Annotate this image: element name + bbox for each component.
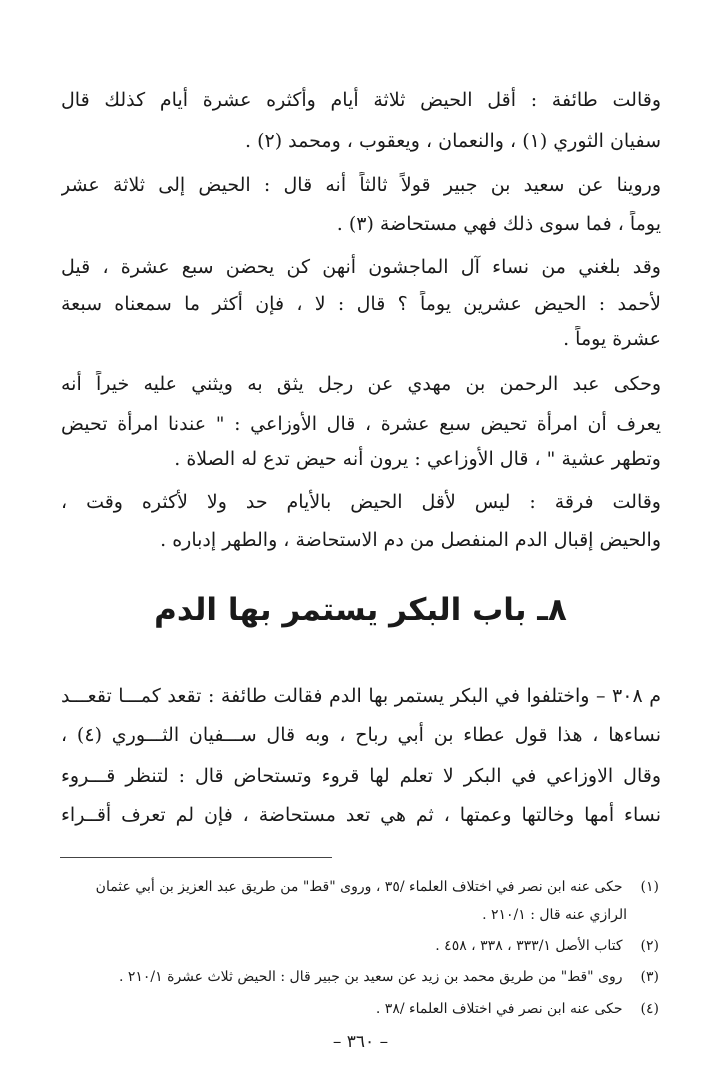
p2-line1: وروينا عن سعيد بن جبير قولاً ثالثاً أنه قال : الحيض إلى ثلاثة عشر [61,174,661,196]
p1-line1: وقالت طائفة : أقل الحيض ثلاثة أيام وأكثره عشرة أيام كذلك قال [61,89,661,111]
footnote-1-continued: الرازي عنه قال : ٢١٠/١ . [482,907,627,923]
footnote-3 [59,966,659,988]
footnote-text: حكى عنه ابن نصر في اختلاف العلماء /٣٨ . [375,1001,623,1017]
page-number: – ٣٦٠ – [332,1032,389,1052]
p3-line2: لأحمد : الحيض عشرين يوماً ؟ قال : لا ، فإن أكثر ما سمعناه سبعة [61,293,661,315]
p4-line2: يعرف أن امرأة تحيض سبع عشرة ، قال الأوزاعي : " عندنا امرأة تحيض [61,413,661,435]
section-heading: ٨ـ باب البكر يستمر بها الدم [154,592,567,628]
footnote-2 [59,935,659,957]
section-line4: نساء أمها وخالتها وعمتها ، ثم هي تعد مستحاضة ، فإن لم تعرف أقــراء [61,804,661,826]
footnote-number: (٣) [640,969,659,985]
footnote-1 [59,876,659,898]
section-line1: م ٣٠٨ – واختلفوا في البكر يستمر بها الدم فقالت طائفة : تقعد كمـــا تقعـــد [61,685,661,707]
section-line3: وقال الاوزاعي في البكر لا تعلم لها قروء وتستحاض قال : لتنظر قـــروء [61,765,661,787]
p1-line2: سفيان الثوري (١) ، والنعمان ، ويعقوب ، ومحمد (٢) . [245,130,661,152]
footnote-text: حكى عنه ابن نصر في اختلاف العلماء /٣٥ ، وروى "قط" من طريق عبد العزيز بن أبي عثمان [95,879,623,895]
footnote-number: (٤) [640,1001,659,1017]
p5-line2: والحيض إقبال الدم المنفصل من دم الاستحاضة ، والطهر إدباره . [160,529,661,551]
p3-line3: عشرة يوماً . [563,328,661,350]
footnote-divider [60,857,332,858]
p5-line1: وقالت فرقة : ليس لأقل الحيض بالأيام حد ولا لأكثره وقت ، [61,491,661,513]
footnote-number: (١) [640,879,659,895]
p2-line2: يوماً ، فما سوى ذلك فهي مستحاضة (٣) . [336,213,661,235]
footnote-4 [59,998,659,1020]
footnote-text: روى "قط" من طريق محمد بن زيد عن سعيد بن جبير قال : الحيض ثلاث عشرة ٢١٠/١ . [118,969,623,985]
footnote-text: كتاب الأصل ٣٣٣/١ ، ٣٣٨ ، ٤٥٨ . [435,938,623,954]
p4-line3: وتطهر عشية " ، قال الأوزاعي : يرون أنه حيض تدع له الصلاة . [174,448,661,470]
p3-line1: وقد بلغني من نساء آل الماجشون أنهن كن يحضن سبع عشرة ، قيل [61,256,661,278]
section-line2: نساءها ، هذا قول عطاء بن أبي رباح ، وبه قال ســـفيان الثـــوري (٤) ، [61,724,661,746]
p4-line1: وحكى عبد الرحمن بن مهدي عن رجل يثق به ويثني عليه خيراً أنه [61,373,661,395]
footnote-number: (٢) [640,938,659,954]
